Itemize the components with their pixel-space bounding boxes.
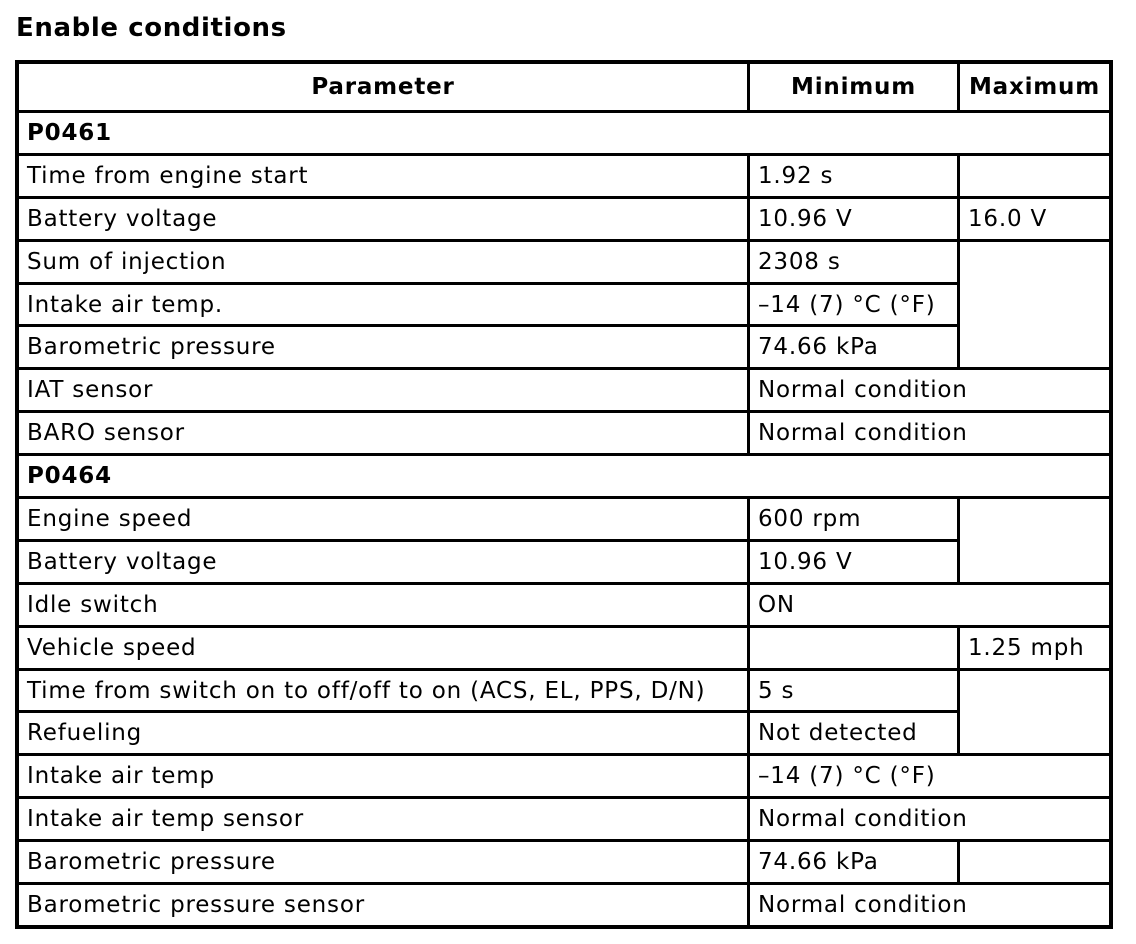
minimum-cell: [747, 625, 957, 668]
maximum-cell: [957, 668, 1109, 711]
parameter-cell: Intake air temp sensor: [19, 796, 747, 839]
table-row: [19, 625, 1109, 668]
page-title: Enable conditions: [16, 13, 287, 43]
table-row: [19, 410, 1109, 453]
group-code: P0461: [19, 110, 1109, 153]
parameter-cell: Barometric pressure: [19, 324, 747, 367]
maximum-cell: [957, 710, 1109, 753]
column-header-minimum: Minimum: [747, 64, 957, 110]
parameter-cell: Battery voltage: [19, 196, 747, 239]
table-row: [19, 324, 1109, 367]
group-row: [19, 453, 1109, 496]
table-row: [19, 196, 1109, 239]
maximum-cell: 1.25 mph: [957, 625, 1109, 668]
table-row: [19, 839, 1109, 882]
maximum-cell: 16.0 V: [957, 196, 1109, 239]
maximum-cell: [957, 282, 1109, 325]
table-row: [19, 882, 1109, 925]
maximum-cell: [957, 324, 1109, 367]
parameter-cell: Sum of injection: [19, 239, 747, 282]
table-row: [19, 582, 1109, 625]
value-cell: –14 (7) °C (°F): [747, 753, 1109, 796]
minimum-cell: 1.92 s: [747, 153, 957, 196]
value-cell: Normal condition: [747, 796, 1109, 839]
table-row: [19, 239, 1109, 282]
parameter-cell: BARO sensor: [19, 410, 747, 453]
parameter-cell: Intake air temp.: [19, 282, 747, 325]
table-row: [19, 539, 1109, 582]
table-row: [19, 796, 1109, 839]
column-header-parameter: Parameter: [311, 74, 455, 100]
group-row: [19, 110, 1109, 153]
parameter-cell: Time from engine start: [19, 153, 747, 196]
table-row: [19, 668, 1109, 711]
parameter-cell: Idle switch: [19, 582, 747, 625]
maximum-cell: [957, 239, 1109, 282]
parameter-cell: Engine speed: [19, 496, 747, 539]
value-cell: ON: [747, 582, 1109, 625]
maximum-cell: [957, 839, 1109, 882]
value-cell: Normal condition: [747, 882, 1109, 925]
table-row: [19, 367, 1109, 410]
parameter-cell: Time from switch on to off/off to on (ACS, EL, PPS, D/N): [19, 668, 747, 711]
parameter-cell: Refueling: [19, 710, 747, 753]
table-row: [19, 282, 1109, 325]
value-cell: Normal condition: [747, 410, 1109, 453]
maximum-cell: [957, 539, 1109, 582]
group-code: P0464: [19, 453, 1109, 496]
minimum-cell: 74.66 kPa: [747, 324, 957, 367]
parameter-cell: Vehicle speed: [19, 625, 747, 668]
minimum-cell: –14 (7) °C (°F): [747, 282, 957, 325]
table-row: [19, 496, 1109, 539]
parameter-cell: IAT sensor: [19, 367, 747, 410]
parameter-cell: Barometric pressure: [19, 839, 747, 882]
minimum-cell: 74.66 kPa: [747, 839, 957, 882]
table-row: [19, 153, 1109, 196]
header-row: [19, 64, 1109, 110]
table-row: [19, 753, 1109, 796]
table-row: [19, 710, 1109, 753]
minimum-cell: 5 s: [747, 668, 957, 711]
value-cell: Normal condition: [747, 367, 1109, 410]
minimum-cell: Not detected: [747, 710, 957, 753]
parameter-cell: Intake air temp: [19, 753, 747, 796]
maximum-cell: [957, 153, 1109, 196]
parameter-cell: Barometric pressure sensor: [19, 882, 747, 925]
minimum-cell: 600 rpm: [747, 496, 957, 539]
minimum-cell: 2308 s: [747, 239, 957, 282]
enable-conditions-table: [15, 60, 1113, 929]
column-header-maximum: Maximum: [957, 64, 1109, 110]
parameter-cell: Battery voltage: [19, 539, 747, 582]
minimum-cell: 10.96 V: [747, 196, 957, 239]
maximum-cell: [957, 496, 1109, 539]
minimum-cell: 10.96 V: [747, 539, 957, 582]
